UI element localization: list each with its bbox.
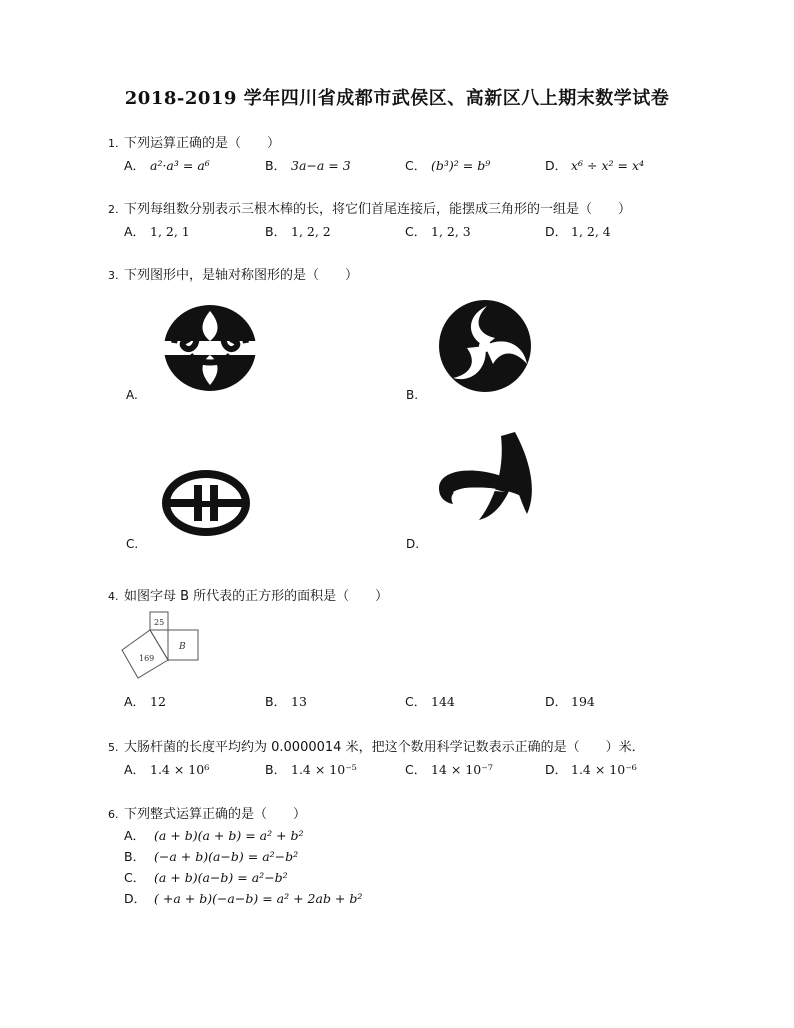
question-stem: 下列图形中，是轴对称图形的是（ ）: [124, 268, 359, 283]
question-6: [108, 803, 362, 909]
option-d[interactable]: D． x⁶ ÷ x² = x⁴: [545, 158, 645, 173]
question-stem: 大肠杆菌的长度平均约为 0.0000014 米，把这个数用科学记数表示正确的是（ ）米．: [124, 740, 645, 755]
question-2: [108, 198, 631, 242]
question-number: 4.: [108, 590, 119, 603]
option-b[interactable]: B． (−a + b)(a−b) = a²−b²: [124, 849, 299, 864]
question-4-options: [108, 692, 595, 712]
option-c[interactable]: C． 1, 2, 3: [405, 224, 471, 239]
figure-a-emblem[interactable]: [160, 303, 260, 393]
option-d[interactable]: D． 1.4 × 10⁻⁶: [545, 762, 637, 777]
option-b-label[interactable]: B.: [406, 388, 419, 402]
option-a[interactable]: A． 12: [124, 694, 166, 709]
option-a[interactable]: A． 1.4 × 10⁶: [124, 762, 210, 777]
question-4: [108, 585, 388, 604]
question-number: 3.: [108, 269, 119, 282]
option-c-label[interactable]: C.: [126, 537, 139, 551]
option-c[interactable]: C． 14 × 10⁻⁷: [405, 762, 493, 777]
question-stem: 如图字母 B 所代表的正方形的面积是（ ）: [124, 589, 389, 604]
option-c[interactable]: C． 144: [405, 694, 455, 709]
figure-d-ribbon[interactable]: [435, 432, 539, 524]
square-top-label: 25: [154, 618, 165, 627]
question-number: 2.: [108, 203, 119, 216]
figure-c-coin[interactable]: [160, 468, 252, 538]
option-d[interactable]: D． 194: [545, 694, 595, 709]
question-number: 5.: [108, 741, 119, 754]
option-b[interactable]: B． 13: [265, 694, 307, 709]
option-a[interactable]: A． 1, 2, 1: [124, 224, 190, 239]
option-d[interactable]: D． ( +a + b)(−a−b) = a² + 2ab + b²: [124, 891, 363, 906]
option-b[interactable]: B． 1, 2, 2: [265, 224, 331, 239]
option-c[interactable]: C． (b³)² = b⁹: [405, 158, 491, 173]
question-stem: 下列每组数分别表示三根木棒的长，将它们首尾连接后，能摆成三角形的一组是（ ）: [124, 202, 632, 217]
question-5: [108, 736, 645, 780]
figure-q4-squares: [118, 608, 208, 688]
figure-b-swirl[interactable]: [437, 298, 533, 394]
option-d-label[interactable]: D.: [406, 537, 420, 551]
option-a[interactable]: A． (a + b)(a + b) = a² + b²: [124, 828, 304, 843]
question-1: [108, 132, 645, 176]
option-c[interactable]: C． (a + b)(a−b) = a²−b²: [124, 870, 288, 885]
option-d[interactable]: D． 1, 2, 4: [545, 224, 611, 239]
option-b[interactable]: B． 1.4 × 10⁻⁵: [265, 762, 357, 777]
exam-title: 2018-2019 学年四川省成都市武侯区、高新区八上期末数学试卷: [124, 88, 670, 109]
question-number: 6.: [108, 808, 119, 821]
option-a[interactable]: A． a²·a³ = a⁶: [124, 158, 210, 173]
option-b[interactable]: B． 3a−a = 3: [265, 158, 351, 173]
question-3: [108, 264, 358, 283]
square-right-label: B: [179, 642, 186, 652]
question-number: 1.: [108, 137, 119, 150]
option-a-label[interactable]: A.: [126, 388, 138, 402]
question-stem: 下列运算正确的是（ ）: [124, 136, 281, 151]
square-left-label: 169: [139, 654, 155, 663]
question-stem: 下列整式运算正确的是（ ）: [124, 807, 307, 822]
